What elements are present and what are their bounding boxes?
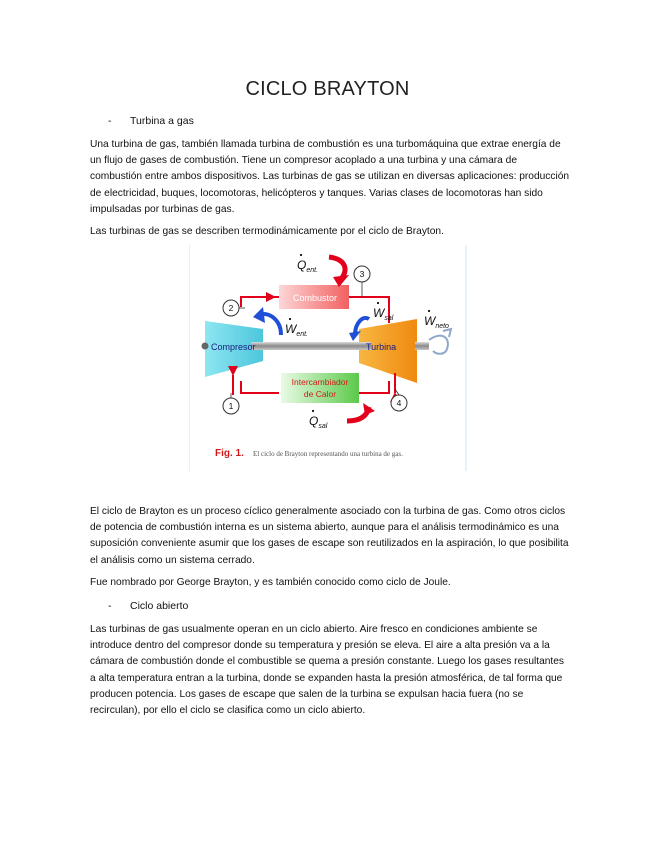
paragraph-intro: Una turbina de gas, también llamada turbina de combustión es una turbomáquina que extrae energía de un flujo de gases de combustión. Tiene un compresor acoplado a una turbina y una cámara de combustión entre ambos dispositivos. Las turbinas de gas se utilizan en diversas aplicaciones: producción de electricidad, buques, locomotoras, helicópteros y tanques. Varias clases de locomotoras han sido impulsadas por turbinas de gas. — [90, 139, 570, 215]
output-rotation-arrow — [429, 336, 448, 354]
combustor-label: Combustor — [292, 293, 338, 303]
bullet-dash: - — [108, 600, 112, 612]
flow-line-4 — [359, 381, 389, 393]
bullet-turbina-a-gas — [108, 115, 194, 127]
heat-exchanger-label-2: de Calor — [303, 389, 337, 399]
state-1-label: 1 — [228, 401, 234, 411]
flow-line-2 — [241, 297, 279, 307]
figure-caption-number: Fig. 1. — [215, 448, 244, 459]
w-ent-arrowhead — [253, 307, 265, 323]
bullet-dash: - — [108, 115, 112, 127]
paragraph-brayton-cycle: El ciclo de Brayton es un proceso cíclico generalmente asociado con la turbina de gas. Como otros ciclos de potencia de combustión interna es un sistema abierto, aunque para el análisis termodinámico es una suposición conveniente asumir que los gases de escape son reutilizados en la aspiración, lo que posibilita el análisis como un sistema cerrado. — [90, 506, 569, 566]
q-sal-arrowhead — [363, 403, 375, 415]
w-sal-symbol: $W_{sal}$ — [373, 306, 394, 322]
turbine-label: Turbina — [366, 342, 397, 352]
figure-caption-text: El ciclo de Brayton representando una turbina de gas. — [253, 450, 403, 458]
shaft-output — [415, 342, 429, 350]
bullet-label: Turbina a gas — [130, 115, 194, 127]
paragraph-open-cycle: Las turbinas de gas usualmente operan en un ciclo abierto. Aire fresco en condiciones ambiente se introduce dentro del compresor donde su temperatura y presión se eleva. El aire a alta presión va a la cámara de combustión donde el combustible se quema a presión constante. Luego los gases resultantes a alta temperatura entran a la turbina, donde se expanden hasta la presión atmosférica, de tal forma que producen potencia. Los gases de escape que salen de la turbina se expulsan hacia fuera (no se recirculan), por ello el ciclo se clasifica como un ciclo abierto. — [90, 624, 565, 717]
paragraph-joule: Fue nombrado por George Brayton, y es también conocido como ciclo de Joule. — [90, 577, 451, 588]
heat-exchanger-label-1: Intercambiador — [291, 377, 349, 387]
q-ent-arrow — [329, 257, 345, 279]
page-title: CICLO BRAYTON — [245, 78, 410, 100]
w-ent-symbol: $W_{ent.}$ — [285, 322, 309, 338]
brayton-cycle-figure — [189, 245, 467, 471]
state-3-label: 3 — [359, 269, 365, 279]
shaft-end-left — [202, 343, 209, 350]
state-4-label: 4 — [396, 398, 402, 408]
bullet-label: Ciclo abierto — [130, 600, 189, 612]
bullet-ciclo-abierto — [108, 600, 188, 612]
paragraph-brayton-ref: Las turbinas de gas se describen termodinámicamente por el ciclo de Brayton. — [90, 226, 444, 237]
q-sal-symbol: $Q_{sal}$ — [309, 414, 328, 430]
compressor-label: Compresor — [211, 342, 256, 352]
q-ent-symbol: $Q_{ent.}$ — [297, 258, 319, 274]
w-neto-symbol: $W_{neto}$ — [424, 314, 449, 330]
state-2-label: 2 — [228, 303, 234, 313]
shaft — [251, 342, 371, 350]
flow-line-1 — [241, 381, 279, 393]
